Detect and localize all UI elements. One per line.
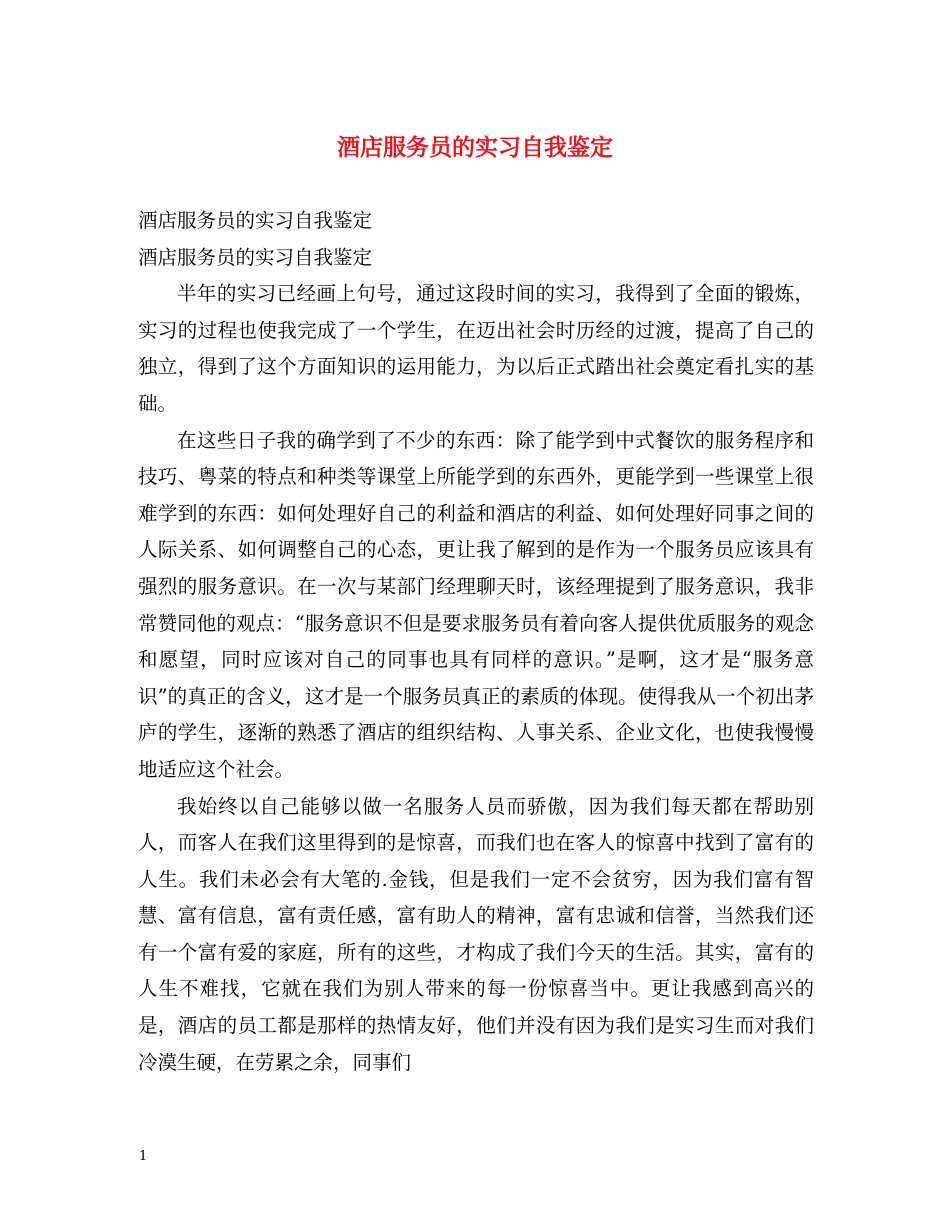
paragraph-2: 在这些日子我的确学到了不少的东西：除了能学到中式餐饮的服务程序和技巧、粤菜的特点和种类等课堂上所能学到的东西外，更能学到一些课堂上很难学到的东西：如何处理好自己的利益和酒店的利益、如何处理好同事之间的人际关系、如何调整自己的心态，更让我了解到的是作为一个服务员应该具有强烈的服务意识。在一次与某部门经理聊天时，该经理提到了服务意识，我非常赞同他的观点：“服务意识不但是要求服务员有着向客人提供优质服务的观念和愿望，同时应该对自己的同事也具有同样的意识。”是啊，这才是“服务意识”的真正的含义，这才是一个服务员真正的素质的体现。使得我从一个初出茅庐的学生，逐渐的熟悉了酒店的组织结构、人事关系、企业文化，也使我慢慢地适应这个社会。	[138, 428, 814, 781]
heading-line-1: 酒店服务员的实习自我鉴定	[138, 209, 373, 232]
paragraph-1: 半年的实习已经画上句号，通过这段时间的实习，我得到了全面的锻炼，实习的过程也使我完成了一个学生，在迈出社会时历经的过渡，提高了自己的独立，得到了这个方面知识的运用能力，为以后正式踏出社会奠定看扎实的基础。	[138, 282, 814, 415]
document-title: 酒店服务员的实习自我鉴定	[337, 134, 613, 161]
page-number: 1	[139, 1149, 148, 1164]
heading-line-2: 酒店服务员的实习自我鉴定	[138, 245, 373, 269]
document-body	[138, 203, 814, 1081]
paragraph-3: 我始终以自己能够以做一名服务人员而骄傲，因为我们每天都在帮助别人，而客人在我们这里得到的是惊喜，而我们也在客人的惊喜中找到了富有的人生。我们未必会有大笔的.金钱，但是我们一定不会贫穷，因为我们富有智慧、富有信息，富有责任感，富有助人的精神，富有忠诚和信誉，当然我们还有一个富有爱的家庭，所有的这些，才构成了我们今天的生活。其实，富有的人生不难找，它就在我们为别人带来的每一份惊喜当中。更让我感到高兴的是，酒店的员工都是那样的热情友好，他们并没有因为我们是实习生而对我们冷漠生硬，在劳累之余，同事们	[138, 794, 814, 1074]
